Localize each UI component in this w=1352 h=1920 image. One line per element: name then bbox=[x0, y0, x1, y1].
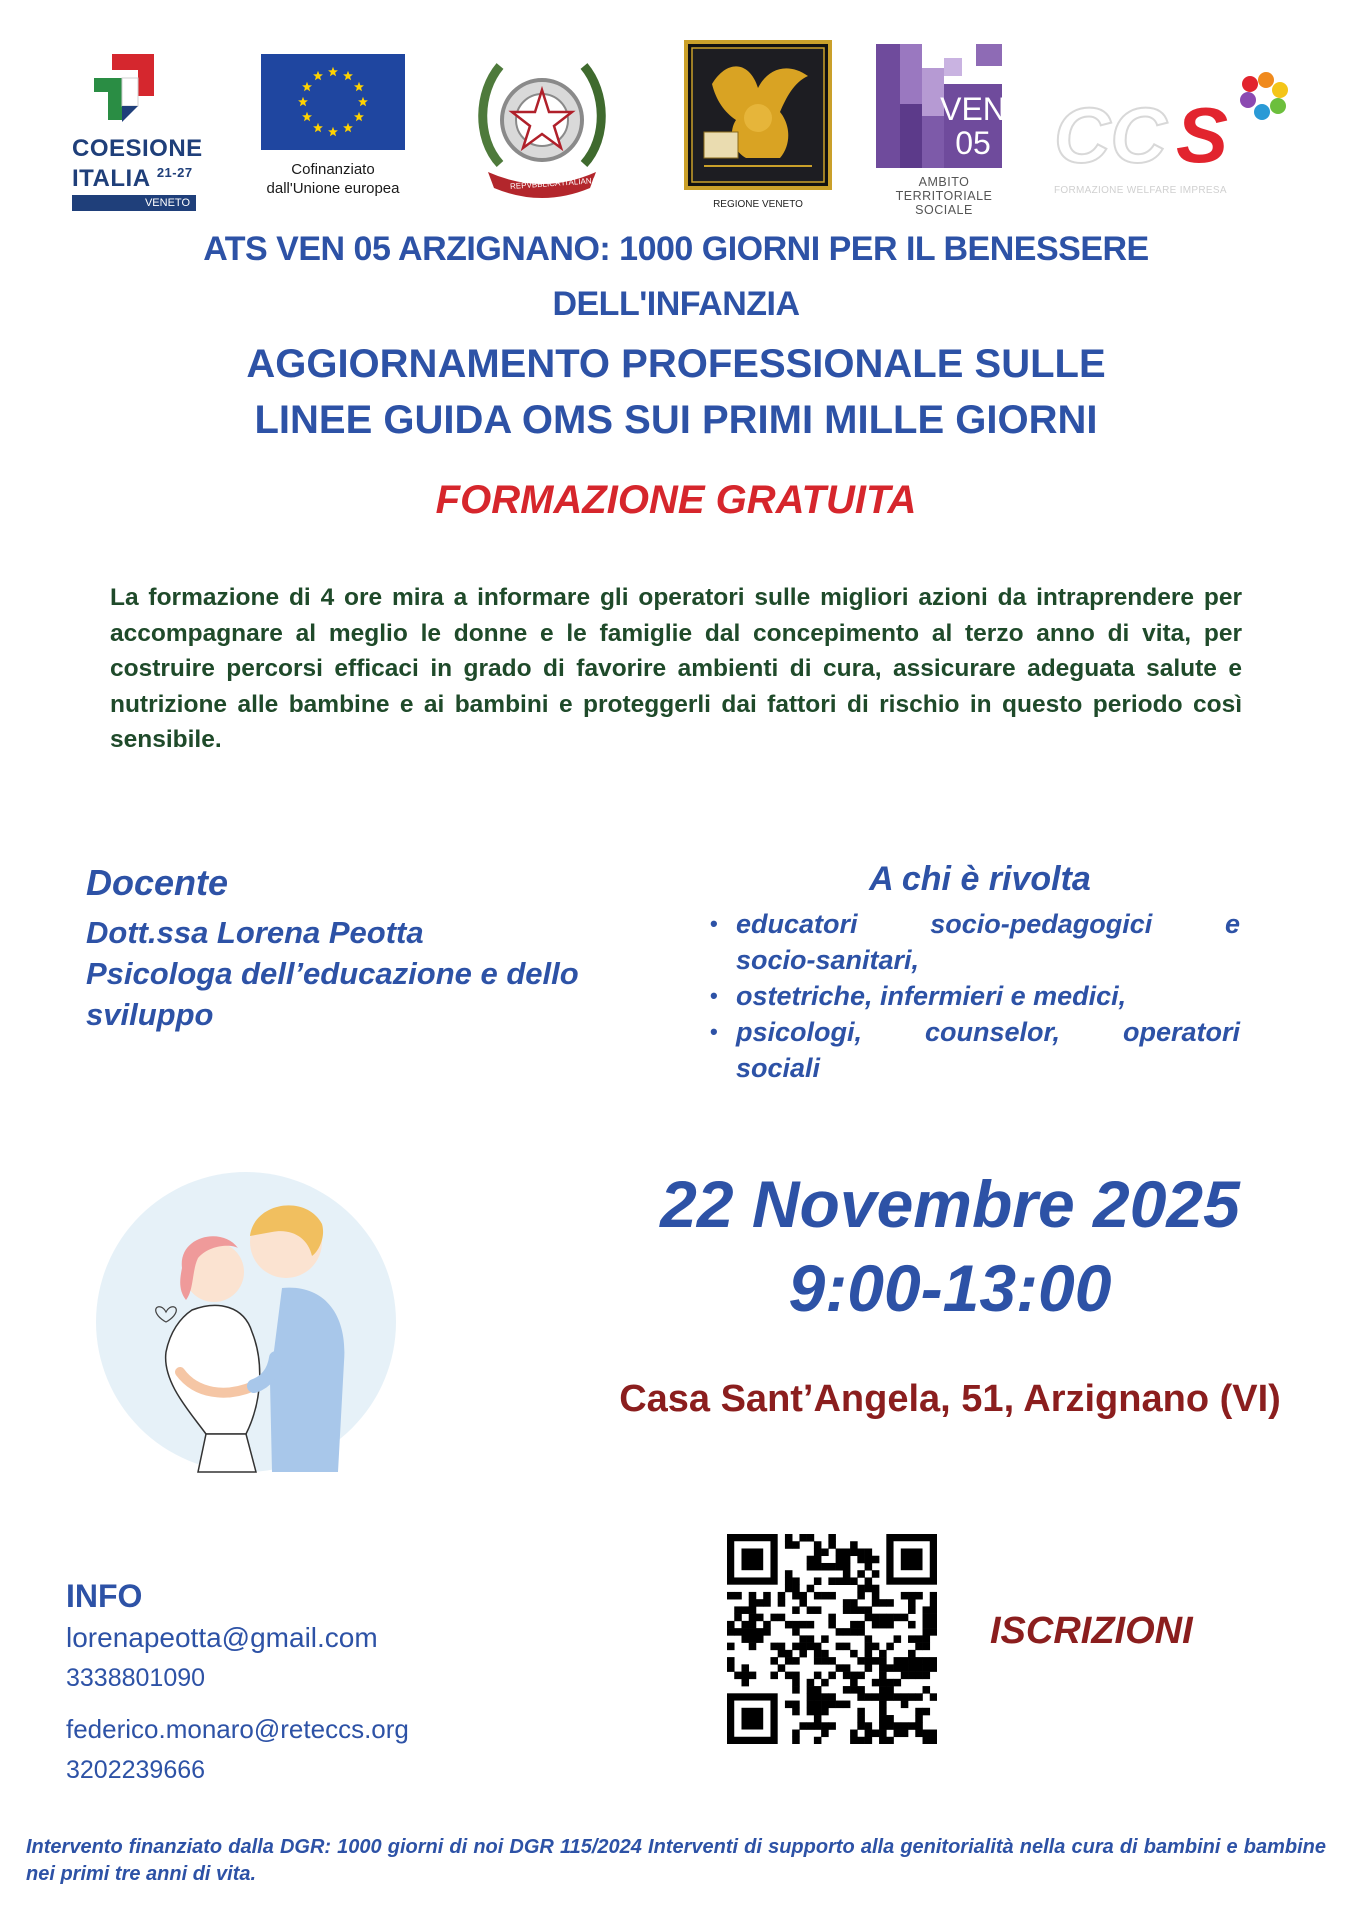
eu-star bbox=[354, 112, 364, 121]
course-title-line1: AGGIORNAMENTO PROFESSIONALE SULLE bbox=[246, 342, 1106, 386]
course-title-line2: LINEE GUIDA OMS SUI PRIMI MILLE GIORNI bbox=[254, 398, 1098, 442]
years-text: 21-27 bbox=[156, 165, 193, 180]
ambito-line1: AMBITO bbox=[918, 175, 970, 189]
eu-star bbox=[302, 82, 312, 91]
email-link-2[interactable]: federico.monaro@reteccs.org bbox=[66, 1714, 409, 1744]
list-item bbox=[736, 906, 1240, 978]
qr-finder-pattern bbox=[901, 1548, 923, 1570]
target-heading: A chi è rivolta bbox=[869, 860, 1091, 898]
eu-star bbox=[313, 71, 323, 80]
registration-qr-code[interactable] bbox=[727, 1534, 937, 1749]
docente-role-line2: sviluppo bbox=[86, 997, 214, 1032]
event-time: 9:00-13:00 bbox=[788, 1251, 1112, 1325]
ambito-line2: TERRITORIALE bbox=[895, 189, 993, 203]
eu-star bbox=[298, 97, 308, 106]
coesione-text: COESIONE bbox=[72, 135, 203, 162]
eu-star bbox=[328, 127, 338, 136]
ccs-logo bbox=[1054, 70, 1300, 196]
eu-star bbox=[302, 112, 312, 121]
intro-paragraph: La formazione di 4 ore mira a informare gli operatori sulle migliori azioni da intraprendere per accompagnare al meglio le donne e le famiglie dal concepimento al terzo anno di vita, per costruire percorsi efficaci in grado di favorire ambienti di cura, assicurare adeguata salute e nutrizione alle bambine e ai bambini e proteggerli dai fattori di rischio in questo periodo così sensibile. bbox=[110, 584, 1242, 753]
ven-code-number: 05 bbox=[955, 125, 991, 161]
eu-star bbox=[343, 71, 353, 80]
coesione-arrow-icon bbox=[72, 48, 184, 132]
eu-star bbox=[328, 67, 338, 76]
event-datetime bbox=[560, 1162, 1340, 1330]
eu-logo bbox=[261, 54, 423, 198]
ven-code: VEN bbox=[940, 91, 1002, 127]
target-item-2-line1: • ostetriche, infermieri e medici, bbox=[736, 981, 1127, 1011]
ats-title-line1: ATS VEN 05 ARZIGNANO: 1000 GIORNI PER IL BENESSERE bbox=[203, 230, 1149, 268]
ven05-ambito-logo bbox=[876, 44, 1002, 217]
funding-footer: Intervento finanziato dalla DGR: 1000 giorni di noi DGR 115/2024 Interventi di supporto alla genitorialità nella cura di bambini e bambine nei primi tre anni di vita. bbox=[26, 1836, 1326, 1885]
target-item-3-line2: sociali bbox=[736, 1053, 821, 1083]
list-item bbox=[736, 978, 1240, 1014]
info-heading: INFO bbox=[66, 1578, 143, 1614]
eu-star bbox=[313, 123, 323, 132]
veneto-bar: VENETO bbox=[72, 195, 196, 211]
regione-veneto-logo bbox=[684, 40, 832, 210]
svg-text:CC: CC bbox=[1054, 91, 1167, 179]
course-title bbox=[100, 336, 1252, 448]
registration-label: ISCRIZIONI bbox=[990, 1610, 1193, 1652]
qr-finder-pattern bbox=[741, 1708, 763, 1730]
coesione-italia-logo bbox=[72, 48, 203, 211]
phone-2: 3202239666 bbox=[66, 1756, 206, 1784]
event-date: 22 Novembre 2025 bbox=[660, 1167, 1240, 1241]
eu-star bbox=[358, 97, 368, 106]
eu-star bbox=[343, 123, 353, 132]
target-list bbox=[736, 906, 1240, 1086]
ats-title bbox=[100, 222, 1252, 332]
ats-title-line2: DELL'INFANZIA bbox=[552, 285, 800, 323]
italia-text: ITALIA bbox=[72, 165, 150, 192]
eu-caption-line2: dall'Unione europea bbox=[266, 180, 400, 197]
docente-details bbox=[86, 912, 706, 1035]
eu-star bbox=[354, 82, 364, 91]
ven05-mosaic-icon bbox=[876, 44, 1002, 168]
eu-caption-line1: Cofinanziato bbox=[291, 161, 375, 178]
event-place: Casa Sant’Angela, 51, Arzignano (VI) bbox=[619, 1378, 1281, 1420]
docente-heading: Docente bbox=[86, 862, 229, 903]
veneto-caption: REGIONE VENETO bbox=[713, 199, 803, 210]
target-item-1-line2: socio-sanitari, bbox=[736, 945, 920, 975]
phone-1: 3338801090 bbox=[66, 1664, 206, 1692]
target-item-1-line1: educatori socio-pedagogici e bbox=[736, 909, 1240, 939]
pregnant-couple-icon bbox=[86, 1172, 416, 1482]
svg-text:S: S bbox=[1176, 91, 1229, 179]
qr-code-icon bbox=[727, 1534, 937, 1744]
repubblica-italiana-emblem bbox=[470, 46, 614, 211]
emblem-ribbon-text: REPVBBLICA ITALIANA bbox=[509, 175, 598, 192]
free-training-label: FORMAZIONE GRATUITA bbox=[435, 478, 917, 522]
ambito-line3: SOCIALE bbox=[915, 203, 973, 217]
ccs-mark-icon bbox=[1054, 70, 1300, 180]
qr-finder-pattern bbox=[741, 1548, 763, 1570]
lion-of-saint-mark-icon bbox=[684, 40, 832, 190]
docente-name: Dott.ssa Lorena Peotta bbox=[86, 915, 424, 950]
docente-role-line1: Psicologa dell’educazione e dello bbox=[86, 956, 579, 991]
ccs-tagline: FORMAZIONE WELFARE IMPRESA bbox=[1054, 185, 1227, 196]
target-item-3-line1: psicologi, counselor, operatori bbox=[736, 1017, 1240, 1047]
list-item bbox=[736, 1014, 1240, 1086]
couple-illustration bbox=[86, 1172, 416, 1487]
eu-flag-icon bbox=[261, 54, 405, 150]
email-link-1[interactable]: lorenapeotta@gmail.com bbox=[66, 1622, 378, 1653]
